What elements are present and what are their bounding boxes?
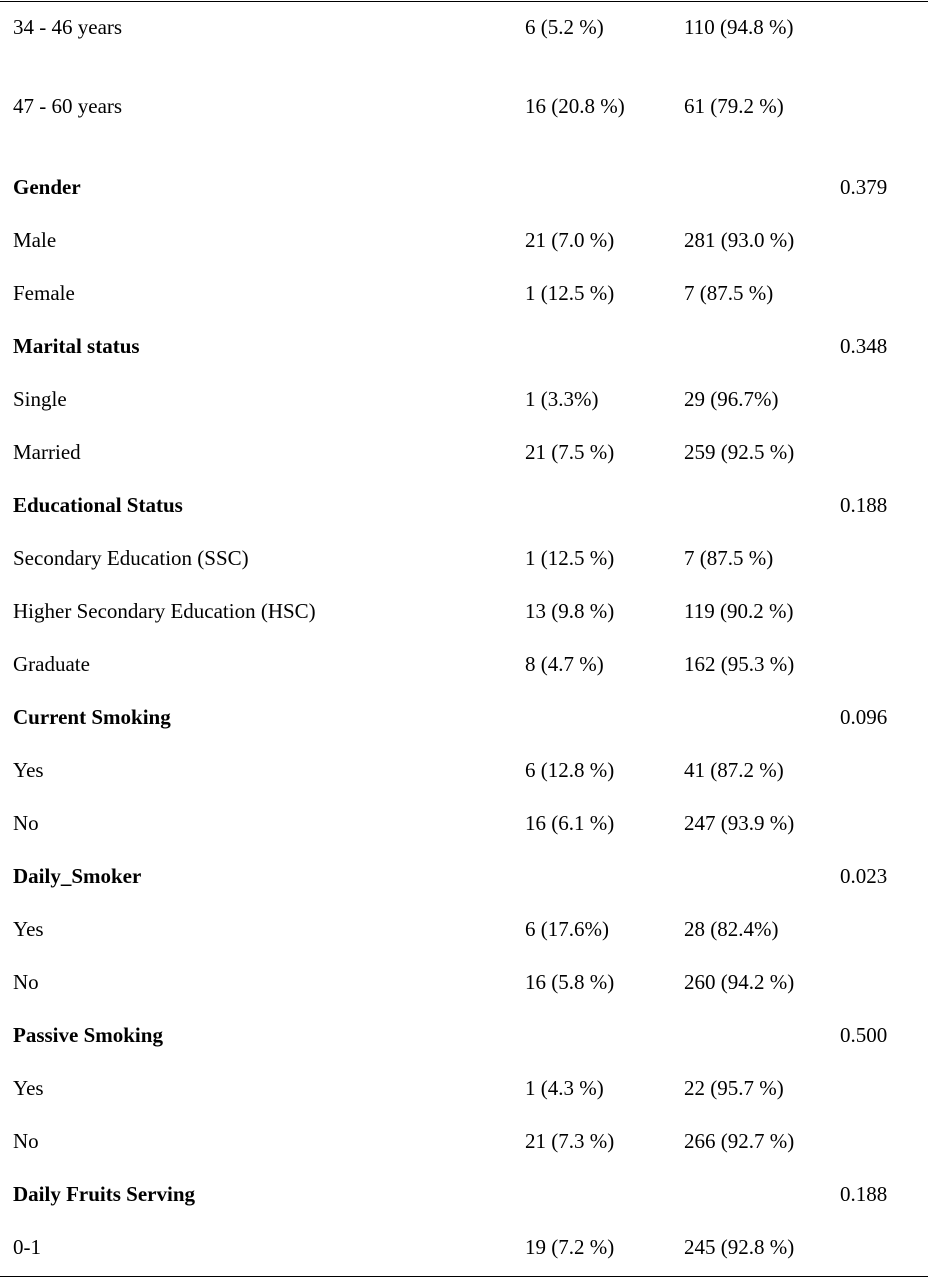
group2-count-cell: 110 (94.8 %)	[684, 15, 794, 39]
p-value-cell: 0.379	[840, 175, 888, 199]
table-row	[0, 1232, 928, 1262]
group1-count-cell: 16 (5.8 %)	[525, 970, 615, 994]
row-label: Yes	[13, 758, 44, 782]
table-row	[0, 437, 928, 467]
table-row	[0, 755, 928, 785]
table-row	[0, 967, 928, 997]
group1-count-cell: 21 (7.3 %)	[525, 1129, 615, 1153]
group2-count-cell: 266 (92.7 %)	[684, 1129, 795, 1153]
group2-count-cell: 245 (92.8 %)	[684, 1235, 795, 1259]
section-title: Current Smoking	[13, 705, 171, 729]
group1-count-cell: 19 (7.2 %)	[525, 1235, 615, 1259]
section-title: Gender	[13, 175, 81, 199]
row-label: Graduate	[13, 652, 90, 676]
group2-count-cell: 162 (95.3 %)	[684, 652, 795, 676]
group2-count-cell: 22 (95.7 %)	[684, 1076, 784, 1100]
row-label: Male	[13, 228, 57, 252]
row-label: Yes	[13, 917, 44, 941]
table-section-header	[0, 172, 928, 202]
table-row	[0, 1073, 928, 1103]
table-row	[0, 225, 928, 255]
group2-count-cell: 259 (92.5 %)	[684, 440, 795, 464]
table-row	[0, 596, 928, 626]
p-value-cell: 0.188	[840, 493, 888, 517]
table-row	[0, 278, 928, 308]
table-section-header	[0, 490, 928, 520]
group2-count-cell: 7 (87.5 %)	[684, 281, 774, 305]
row-label: No	[13, 1129, 39, 1153]
table-section-header	[0, 702, 928, 732]
table-row	[0, 12, 928, 42]
group2-count-cell: 247 (93.9 %)	[684, 811, 795, 835]
row-label: Single	[13, 387, 67, 411]
group1-count-cell: 6 (12.8 %)	[525, 758, 615, 782]
table-section-header	[0, 1020, 928, 1050]
group1-count-cell: 21 (7.5 %)	[525, 440, 615, 464]
row-label: Yes	[13, 1076, 44, 1100]
table-row	[0, 1126, 928, 1156]
section-title: Marital status	[13, 334, 140, 358]
p-value-cell: 0.023	[840, 864, 888, 888]
top-rule	[0, 1, 928, 2]
group1-count-cell: 16 (20.8 %)	[525, 94, 625, 118]
table-row	[0, 91, 928, 121]
section-title: Passive Smoking	[13, 1023, 163, 1047]
group1-count-cell: 1 (4.3 %)	[525, 1076, 604, 1100]
group2-count-cell: 29 (96.7%)	[684, 387, 779, 411]
row-label: No	[13, 811, 39, 835]
row-label: 34 - 46 years	[13, 15, 123, 39]
section-title: Educational Status	[13, 493, 183, 517]
table-row	[0, 808, 928, 838]
group1-count-cell: 6 (5.2 %)	[525, 15, 604, 39]
row-label: No	[13, 970, 39, 994]
row-label: Higher Secondary Education (HSC)	[13, 599, 316, 623]
group2-count-cell: 41 (87.2 %)	[684, 758, 784, 782]
group2-count-cell: 119 (90.2 %)	[684, 599, 794, 623]
bottom-rule	[0, 1276, 928, 1277]
p-value-cell: 0.188	[840, 1182, 888, 1206]
p-value-cell: 0.500	[840, 1023, 888, 1047]
table-row	[0, 914, 928, 944]
group1-count-cell: 1 (12.5 %)	[525, 546, 615, 570]
section-title: Daily_Smoker	[13, 864, 142, 888]
row-label: 0-1	[13, 1235, 41, 1259]
group1-count-cell: 1 (3.3%)	[525, 387, 599, 411]
table-section-header	[0, 1179, 928, 1209]
table-row	[0, 543, 928, 573]
group2-count-cell: 281 (93.0 %)	[684, 228, 795, 252]
group1-count-cell: 6 (17.6%)	[525, 917, 609, 941]
table-row	[0, 649, 928, 679]
section-title: Daily Fruits Serving	[13, 1182, 195, 1206]
group2-count-cell: 260 (94.2 %)	[684, 970, 795, 994]
group1-count-cell: 8 (4.7 %)	[525, 652, 604, 676]
group2-count-cell: 28 (82.4%)	[684, 917, 779, 941]
p-value-cell: 0.348	[840, 334, 888, 358]
group2-count-cell: 61 (79.2 %)	[684, 94, 784, 118]
table-section-header	[0, 331, 928, 361]
row-label: Female	[13, 281, 75, 305]
group1-count-cell: 16 (6.1 %)	[525, 811, 615, 835]
table-row	[0, 384, 928, 414]
row-label: 47 - 60 years	[13, 94, 123, 118]
table-section-header	[0, 861, 928, 891]
row-label: Secondary Education (SSC)	[13, 546, 249, 570]
p-value-cell: 0.096	[840, 705, 888, 729]
group1-count-cell: 1 (12.5 %)	[525, 281, 615, 305]
group1-count-cell: 13 (9.8 %)	[525, 599, 615, 623]
group1-count-cell: 21 (7.0 %)	[525, 228, 615, 252]
group2-count-cell: 7 (87.5 %)	[684, 546, 774, 570]
row-label: Married	[13, 440, 81, 464]
